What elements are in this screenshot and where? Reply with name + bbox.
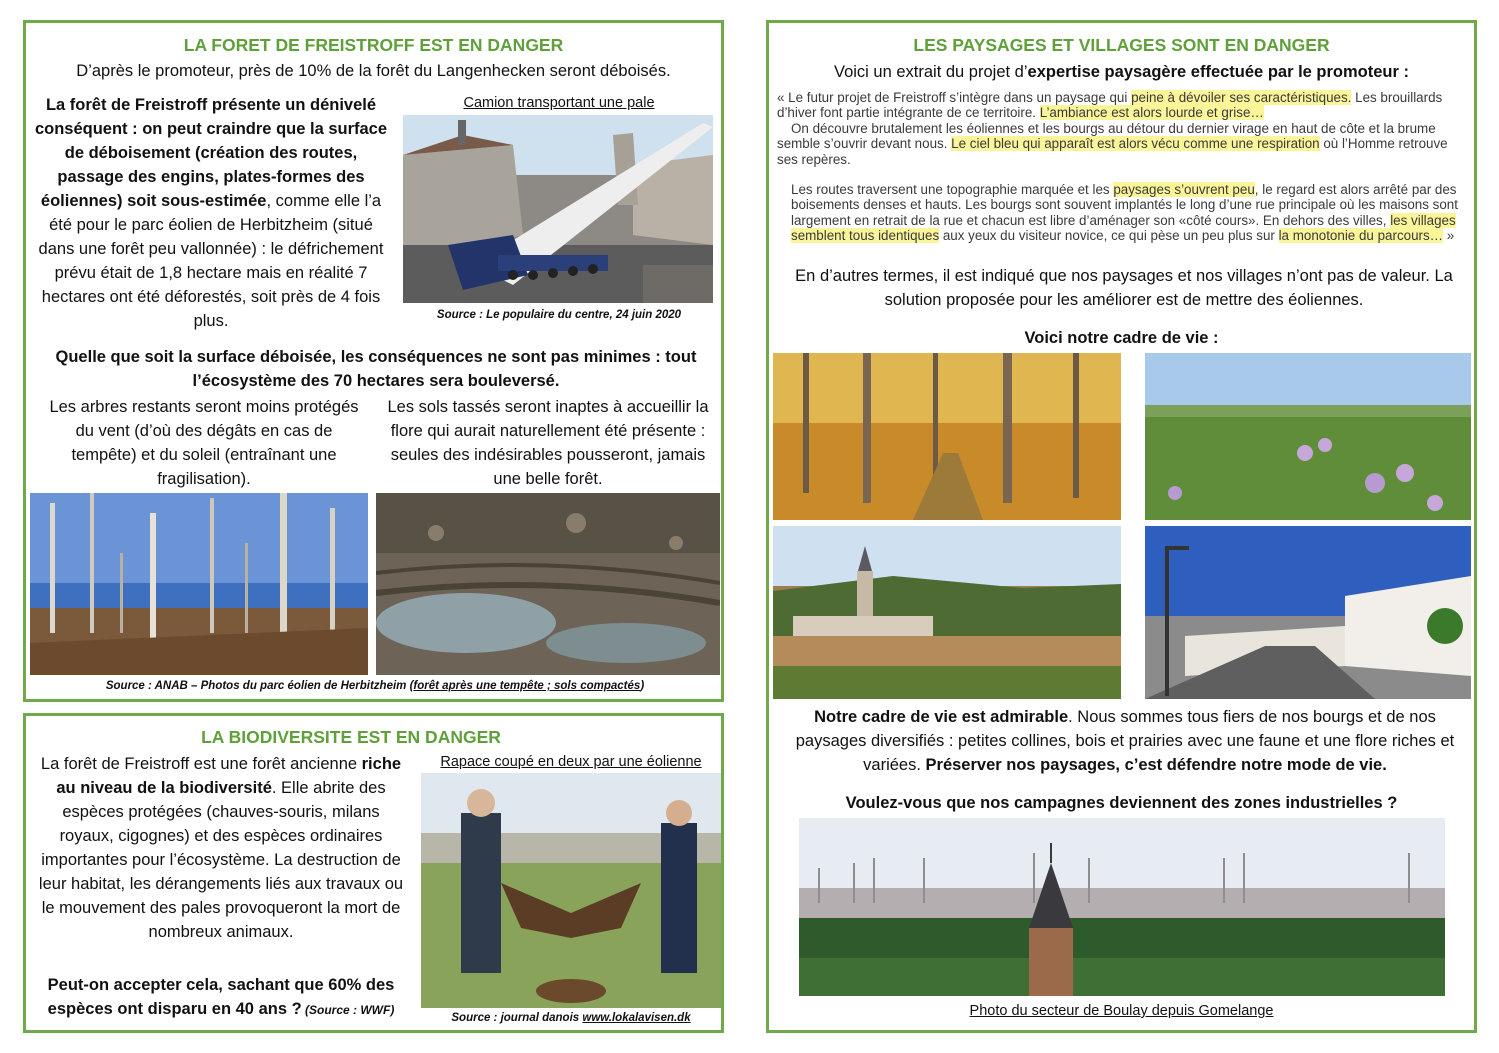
raptor-photo (421, 773, 721, 1008)
raptor-source-prefix: Source : journal danois (451, 1012, 583, 1024)
biodiversity-text-b: . Elle abrite des espèces protégées (chauves-souris, milans royaux, cigognes) et des espèces ordinaires importantes pour l’écosystème. La destruction de leur habitat, les dérangements liés aux travaux ou le mouvement des pales provoqueront la mort de nombreux animaux. (38, 779, 404, 941)
forest-photos-source-link: forêt après une tempête ; sols compactés (413, 680, 641, 692)
forest-intro: D’après le promoteur, près de 10% de la forêt du Langenhecken seront déboisés. (76, 62, 671, 80)
raptor-source-link[interactable]: www.lokalavisen.dk (582, 1012, 691, 1024)
forest-right-column: Les sols tassés seront inaptes à accueillir la flore qui aurait naturellement été présente : seules des indésirables pousseront, jamais une belle forêt. (387, 398, 709, 488)
landscape-title: LES PAYSAGES ET VILLAGES SONT EN DANGER (913, 35, 1330, 55)
wind-turbines-photo (799, 818, 1445, 996)
promoter-quote (777, 90, 1465, 244)
landscape-intro-a: Voici un extrait du projet d’ (833, 63, 1028, 81)
admirable-rest: . Nous sommes tous fiers de nos bourgs et de nos paysages diversifiés : petites collines, bois et prairies avec une faune et une flore riches et variées. (795, 708, 1455, 774)
biodiversity-title: LA BIODIVERSITE EST EN DANGER (201, 727, 501, 747)
biodiversity-panel (23, 713, 724, 1033)
truck-caption: Camion transportant une pale (463, 95, 655, 111)
compacted-soil-photo (376, 493, 720, 675)
forest-paragraph-rest: , comme elle l’a été pour le parc éolien de Herbitzheim (situé dans une forêt peu vallonnée) : le défrichement prévu était de 1,8 hectare mais en réalité 7 hectares ont été déforestés, soit près de 4 fois plus. (38, 192, 384, 330)
village-church-photo (773, 526, 1121, 699)
meadow-flowers-photo (1145, 353, 1471, 520)
biodiversity-text-bold: riche au niveau de la biodiversité (56, 755, 402, 797)
biodiversity-text-a: La forêt de Freistroff est une forêt ancienne (40, 755, 362, 773)
landscape-intro-bold: expertise paysagère effectuée par le promoteur : (1027, 63, 1409, 81)
biodiversity-question-source: (Source : WWF) (301, 1003, 395, 1017)
landscape-panel (766, 20, 1477, 1033)
quote-paragraph-1: « Le futur projet de Freistroff s’intègre dans un paysage qui peine à dévoiler ses caractéristiques. Les brouillards d’hiver font partie intégrante de ce territoire. L’ambiance est alors lourde et grise… On découvre brutalement les éoliennes et les bourgs au détour du dernier virage en haut de côte et la brume semble s’ouvrir devant nous. Le ciel bleu qui apparaît est alors vécu comme une respiration où l’Homme retrouve ses repères. (777, 90, 1448, 167)
storm-forest-photo (30, 493, 368, 675)
autumn-forest-photo (773, 353, 1121, 520)
truck-source: Source : Le populaire du centre, 24 juin 2020 (436, 309, 682, 321)
landscape-cadre: Voici notre cadre de vie : (1024, 329, 1219, 347)
forest-panel (23, 20, 724, 702)
biodiversity-paragraph (36, 752, 406, 944)
forest-photos-source-prefix: Source : ANAB – Photos du parc éolien de Herbitzheim ( (105, 680, 414, 692)
raptor-source (421, 1012, 721, 1024)
forest-photos-source (30, 680, 720, 692)
truck-photo (403, 115, 713, 303)
forest-paragraph-bold: La forêt de Freistroff présente un dénivelé conséquent : on peut craindre que la surface de déboisement (création des routes, passage des engins, plates-formes des éoliennes) soit sous-estimée (34, 96, 388, 210)
admirable-bold: Notre cadre de vie est admirable (814, 708, 1069, 726)
forest-consequences: Quelle que soit la surface déboisée, les conséquences ne sont pas minimes : tout l’écosystème des 70 hectares sera bouleversé. (55, 348, 697, 390)
quote-paragraph-2: Les routes traversent une topographie marquée et les paysages s’ouvrent peu, le regard est alors arrêté par des boisements denses et hauts. Les bourgs sont souvent implantés le long d’une rue principale où les maisons sont largement en retrait de la rue et chacun est libre d’aménager son «côté cours». En dehors des villes, les villages semblent tous identiques aux yeux du visiteur novice, ce qui pèse un peu plus sur la monotonie du parcours… » (791, 182, 1458, 244)
forest-photos-source-suffix: ) (640, 680, 645, 692)
village-street-photo (1145, 526, 1471, 699)
landscape-other-words: En d’autres termes, il est indiqué que nos paysages et nos villages n’ont pas de valeur. La solution proposée pour les améliorer est de mettre des éoliennes. (795, 267, 1453, 309)
landscape-intro (777, 60, 1466, 84)
raptor-caption: Rapace coupé en deux par une éolienne (440, 754, 702, 770)
preserve-bold: Préserver nos paysages, c’est défendre notre mode de vie. (925, 756, 1387, 774)
industrial-question: Voulez-vous que nos campagnes deviennent des zones industrielles ? (845, 794, 1398, 812)
biodiversity-question (36, 973, 406, 1022)
forest-title: LA FORET DE FREISTROFF EST EN DANGER (183, 35, 564, 55)
forest-paragraph (32, 93, 390, 333)
bottom-photo-caption: Photo du secteur de Boulay depuis Gomelange (969, 1003, 1274, 1019)
biodiversity-question-bold: Peut-on accepter cela, sachant que 60% des espèces ont disparu en 40 ans ? (47, 976, 395, 1018)
forest-left-column: Les arbres restants seront moins protégés du vent (d’où des dégâts en cas de tempête) et du soleil (entraînant une fragilisation). (49, 398, 359, 488)
admirable-paragraph (781, 705, 1469, 777)
